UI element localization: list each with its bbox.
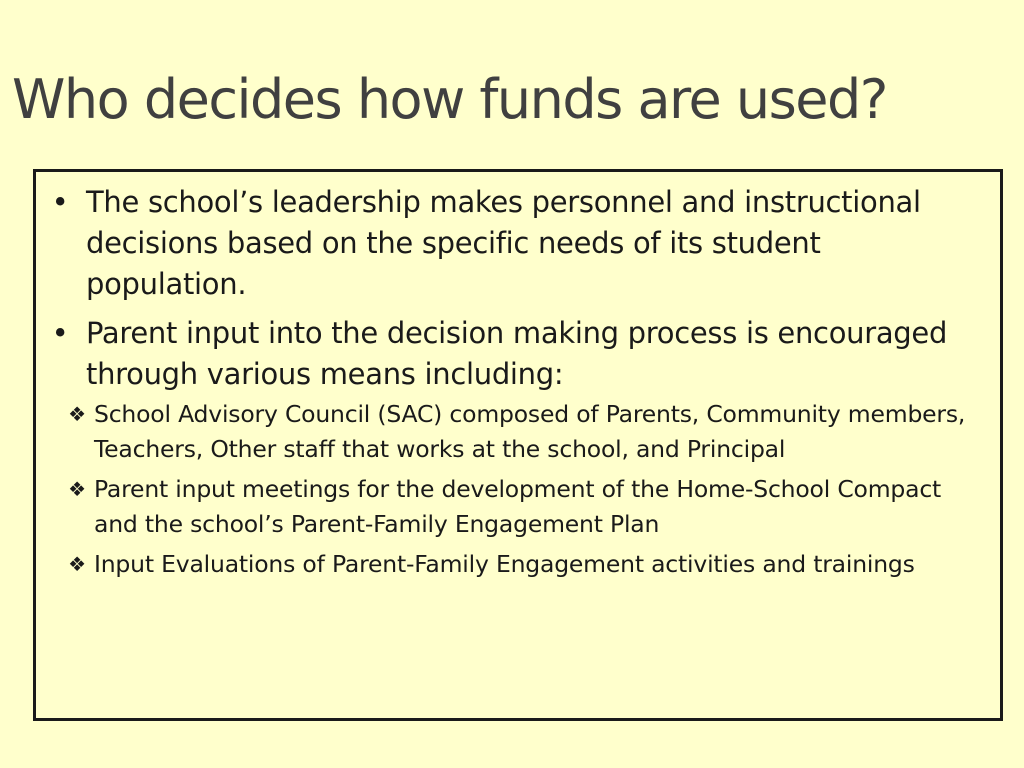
sub-bullet-item bbox=[50, 397, 986, 466]
bullet-item bbox=[50, 182, 986, 305]
bullet-text: The school’s leadership makes personnel and instructional decisions based on the specific needs of its student population. bbox=[86, 185, 921, 301]
bullet-text: Parent input into the decision making process is encouraged through various means including: bbox=[86, 316, 948, 391]
slide-title: Who decides how funds are used? bbox=[12, 68, 887, 131]
sub-bullet-text: School Advisory Council (SAC) composed of Parents, Community members, Teachers, Other staff that works at the school, and Principal bbox=[94, 400, 966, 463]
sub-bullet-list bbox=[50, 397, 986, 582]
bullet-item bbox=[50, 313, 986, 582]
bullet-list bbox=[50, 182, 986, 582]
diamond-bullet-icon: ❖ bbox=[68, 477, 86, 501]
content-box bbox=[33, 169, 1003, 721]
sub-bullet-item bbox=[50, 472, 986, 541]
bullet-dot-icon: • bbox=[51, 185, 69, 219]
sub-bullet-text: Input Evaluations of Parent-Family Engagement activities and trainings bbox=[94, 550, 915, 578]
sub-bullet-text: Parent input meetings for the development of the Home-School Compact and the school’s Parent-Family Engagement Plan bbox=[94, 475, 942, 538]
diamond-bullet-icon: ❖ bbox=[68, 552, 86, 576]
sub-bullet-item bbox=[50, 547, 986, 582]
bullet-dot-icon: • bbox=[51, 316, 69, 350]
diamond-bullet-icon: ❖ bbox=[68, 402, 86, 426]
